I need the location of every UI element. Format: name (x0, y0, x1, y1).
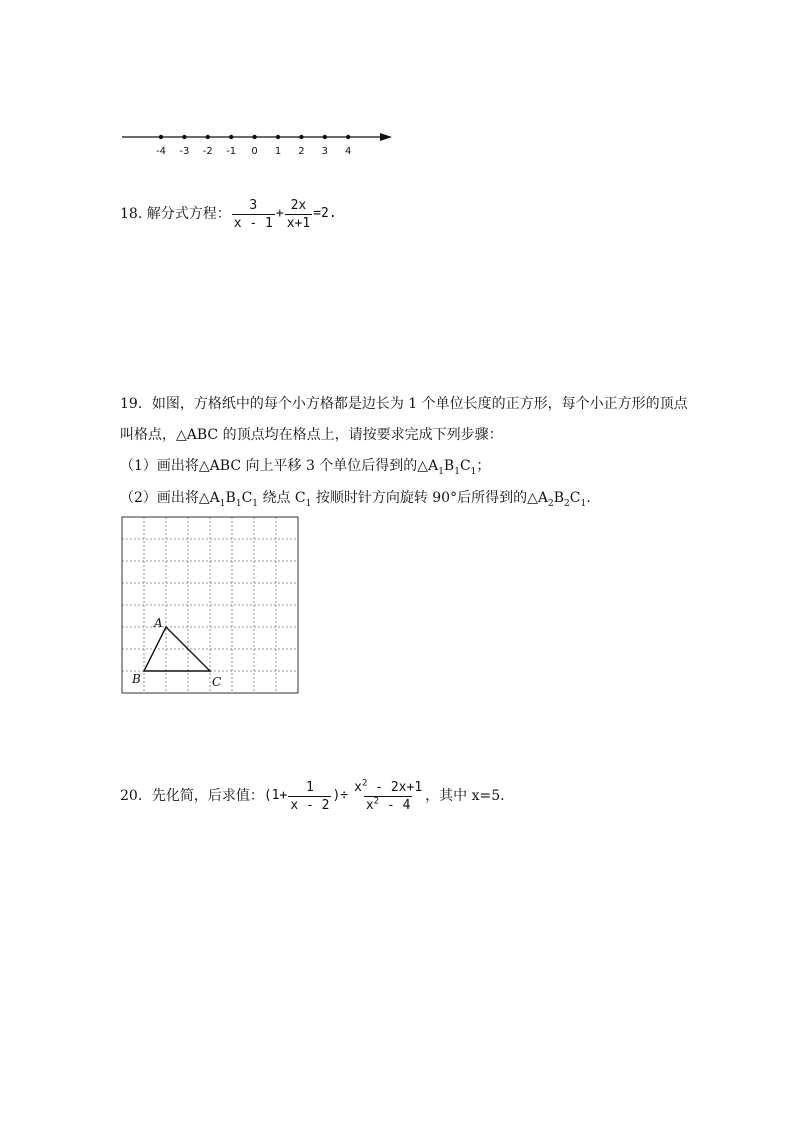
q20-open-paren: (1+ (263, 788, 288, 803)
q19-line-1: 19．如图，方格纸中的每个小方格都是边长为 1 个单位长度的正方形，每个小正方形的顶点 (120, 396, 688, 412)
number-line-tick-label: -3 (179, 146, 190, 157)
q19-line-2: 叫格点，△ABC 的顶点均在格点上，请按要求完成下列步骤： (120, 427, 503, 443)
number-line-point (159, 135, 163, 139)
q20-label: 20．先化简，后求值： (120, 788, 264, 804)
number-line-tick-label: 1 (274, 146, 282, 157)
q20-fraction-1 (288, 780, 331, 813)
number-line-point (252, 135, 256, 139)
q18-plus: + (275, 206, 284, 221)
q18-fraction-1 (232, 198, 275, 231)
q18-frac1-numerator: 3 (249, 197, 258, 213)
vertex-label-b: B (132, 672, 141, 686)
q18-frac2-denominator: x+1 (286, 215, 311, 231)
number-line-arrow (380, 133, 392, 141)
number-line-point (276, 135, 280, 139)
question-18 (120, 198, 337, 230)
q20-close-divide: )÷ (332, 788, 349, 803)
number-line-tick-label: -4 (156, 146, 166, 157)
grid-lines (122, 517, 298, 693)
q19-step-1: （1）画出将△ABC 向上平移 3 个单位后得到的$\triangle A_1B_1C_1$； (120, 458, 491, 477)
number-line-point (206, 135, 210, 139)
number-line-tick-label: 4 (345, 146, 352, 157)
number-line-tick-label: 0 (251, 146, 258, 157)
triangle-abc (144, 627, 210, 671)
number-line-point (323, 135, 327, 139)
grid-figure (118, 512, 308, 702)
number-line-point (299, 135, 303, 139)
q20-frac2-denominator: $x^2 - 4$ (365, 796, 411, 813)
q18-label: 18. 解分式方程： (120, 206, 231, 222)
question-20 (120, 775, 505, 817)
vertex-label-c: C (212, 675, 222, 689)
number-line-point (229, 135, 233, 139)
number-line (118, 126, 398, 158)
q18-fraction-2 (285, 198, 312, 231)
number-line-tick-label: 3 (321, 146, 328, 157)
q18-equals: =2. (313, 206, 337, 221)
number-line-point (346, 135, 350, 139)
q18-frac2-numerator: 2x (290, 197, 307, 213)
q20-tail: ，其中 x=5. (425, 788, 505, 804)
q20-frac2-numerator: $x^2 - 2x+1$ (354, 778, 423, 795)
number-line-tick-label: -2 (202, 146, 213, 157)
number-line-tick-label: 2 (298, 146, 305, 157)
q18-frac1-denominator: x - 1 (233, 215, 273, 231)
number-line-point (182, 135, 186, 139)
q19-step-2: （2）画出将$\triangle A_1B_1C_1$ 绕点 $C_1$ 按顺时针方向旋转 90°后所得到的$\triangle A_2B_2C_1$. (120, 490, 591, 509)
q20-frac1-denominator: x - 2 (290, 797, 330, 813)
number-line-ticks (156, 135, 351, 157)
q20-fraction-2 (352, 780, 424, 813)
vertex-label-a: A (154, 616, 163, 630)
q20-frac1-numerator: 1 (305, 779, 314, 795)
number-line-tick-label: -1 (226, 146, 237, 157)
